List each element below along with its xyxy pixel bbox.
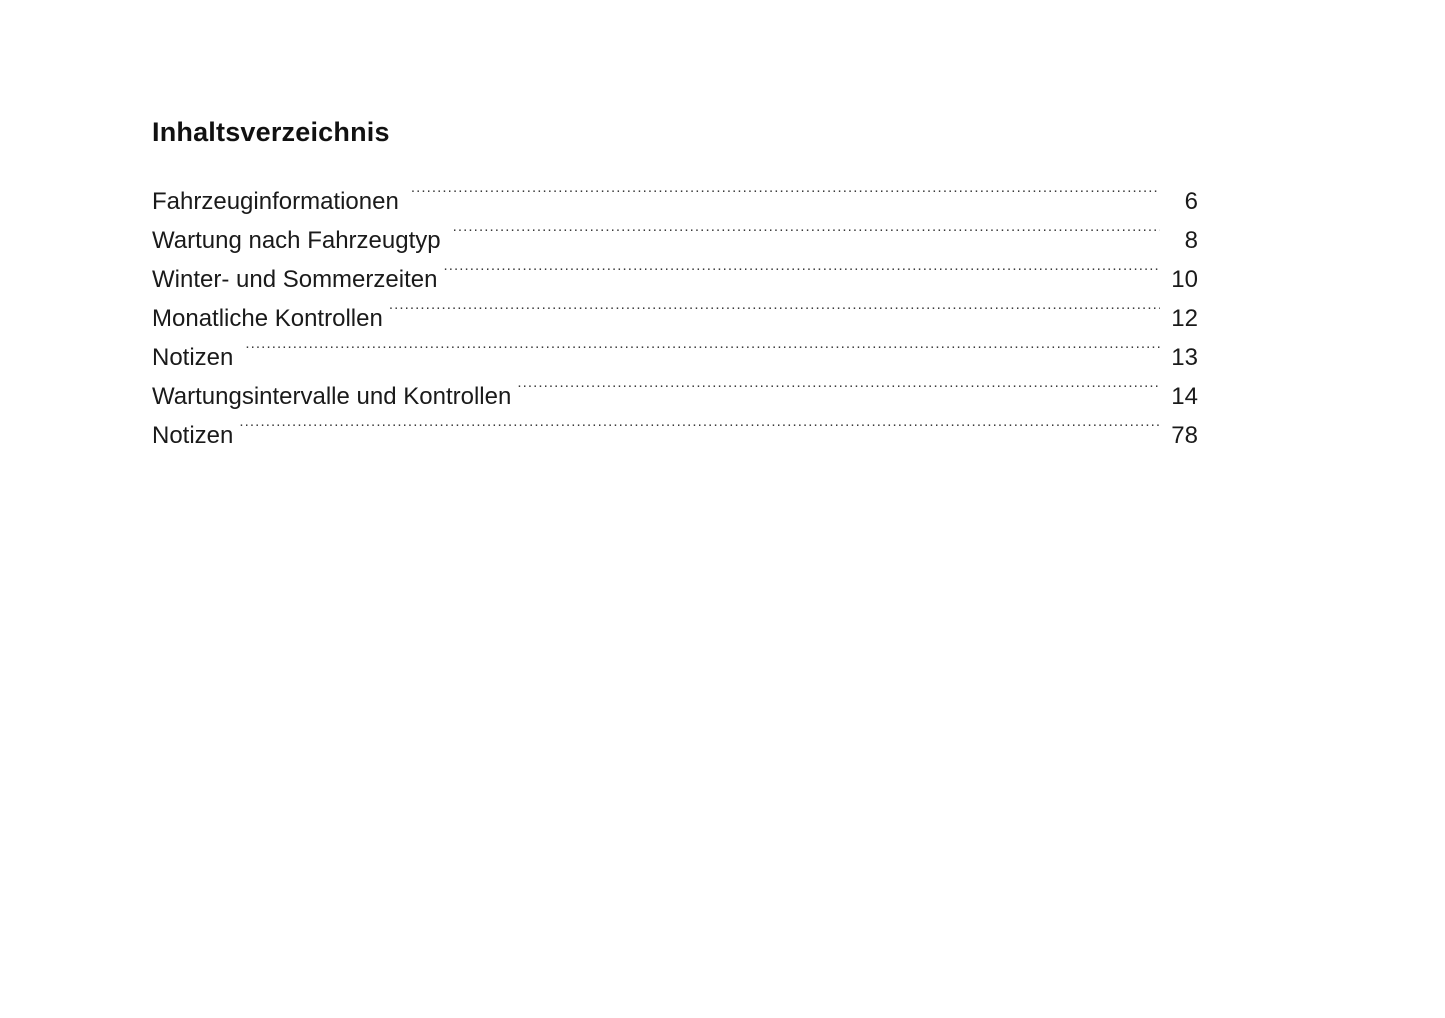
toc-leader-dots — [389, 302, 1160, 326]
toc-entry-page: 8 — [1184, 226, 1198, 254]
toc-leader-dots — [245, 341, 1160, 365]
toc-entry-page: 78 — [1171, 421, 1198, 449]
toc-entry[interactable] — [152, 260, 1198, 299]
toc-entry-label: Notizen — [152, 421, 234, 449]
toc-entry[interactable] — [152, 299, 1198, 338]
toc-entry-page: 12 — [1171, 304, 1198, 332]
toc-leader-dots — [453, 224, 1160, 248]
toc-entry[interactable] — [152, 377, 1198, 416]
toc-entry-label: Wartung nach Fahrzeugtyp — [152, 226, 441, 254]
table-of-contents — [152, 118, 1198, 455]
toc-entry[interactable] — [152, 221, 1198, 260]
toc-entry-page: 10 — [1171, 265, 1198, 293]
toc-entry-label: Notizen — [152, 343, 234, 371]
toc-entry-label: Winter- und Sommerzeiten — [152, 265, 438, 293]
toc-entry[interactable] — [152, 182, 1198, 221]
toc-entry-page: 6 — [1184, 187, 1198, 215]
toc-entry[interactable] — [152, 416, 1198, 455]
toc-entry-list — [152, 182, 1198, 455]
toc-entry-label: Monatliche Kontrollen — [152, 304, 383, 332]
toc-entry-label: Wartungsintervalle und Kontrollen — [152, 382, 512, 410]
toc-leader-dots — [239, 419, 1160, 443]
toc-leader-dots — [517, 380, 1160, 404]
toc-entry-page: 14 — [1171, 382, 1198, 410]
toc-entry-page: 13 — [1171, 343, 1198, 371]
toc-entry[interactable] — [152, 338, 1198, 377]
page-title: Inhaltsverzeichnis — [152, 117, 390, 147]
toc-entry-label: Fahrzeuginformationen — [152, 187, 399, 215]
toc-leader-dots — [443, 263, 1160, 287]
toc-leader-dots — [411, 185, 1160, 209]
